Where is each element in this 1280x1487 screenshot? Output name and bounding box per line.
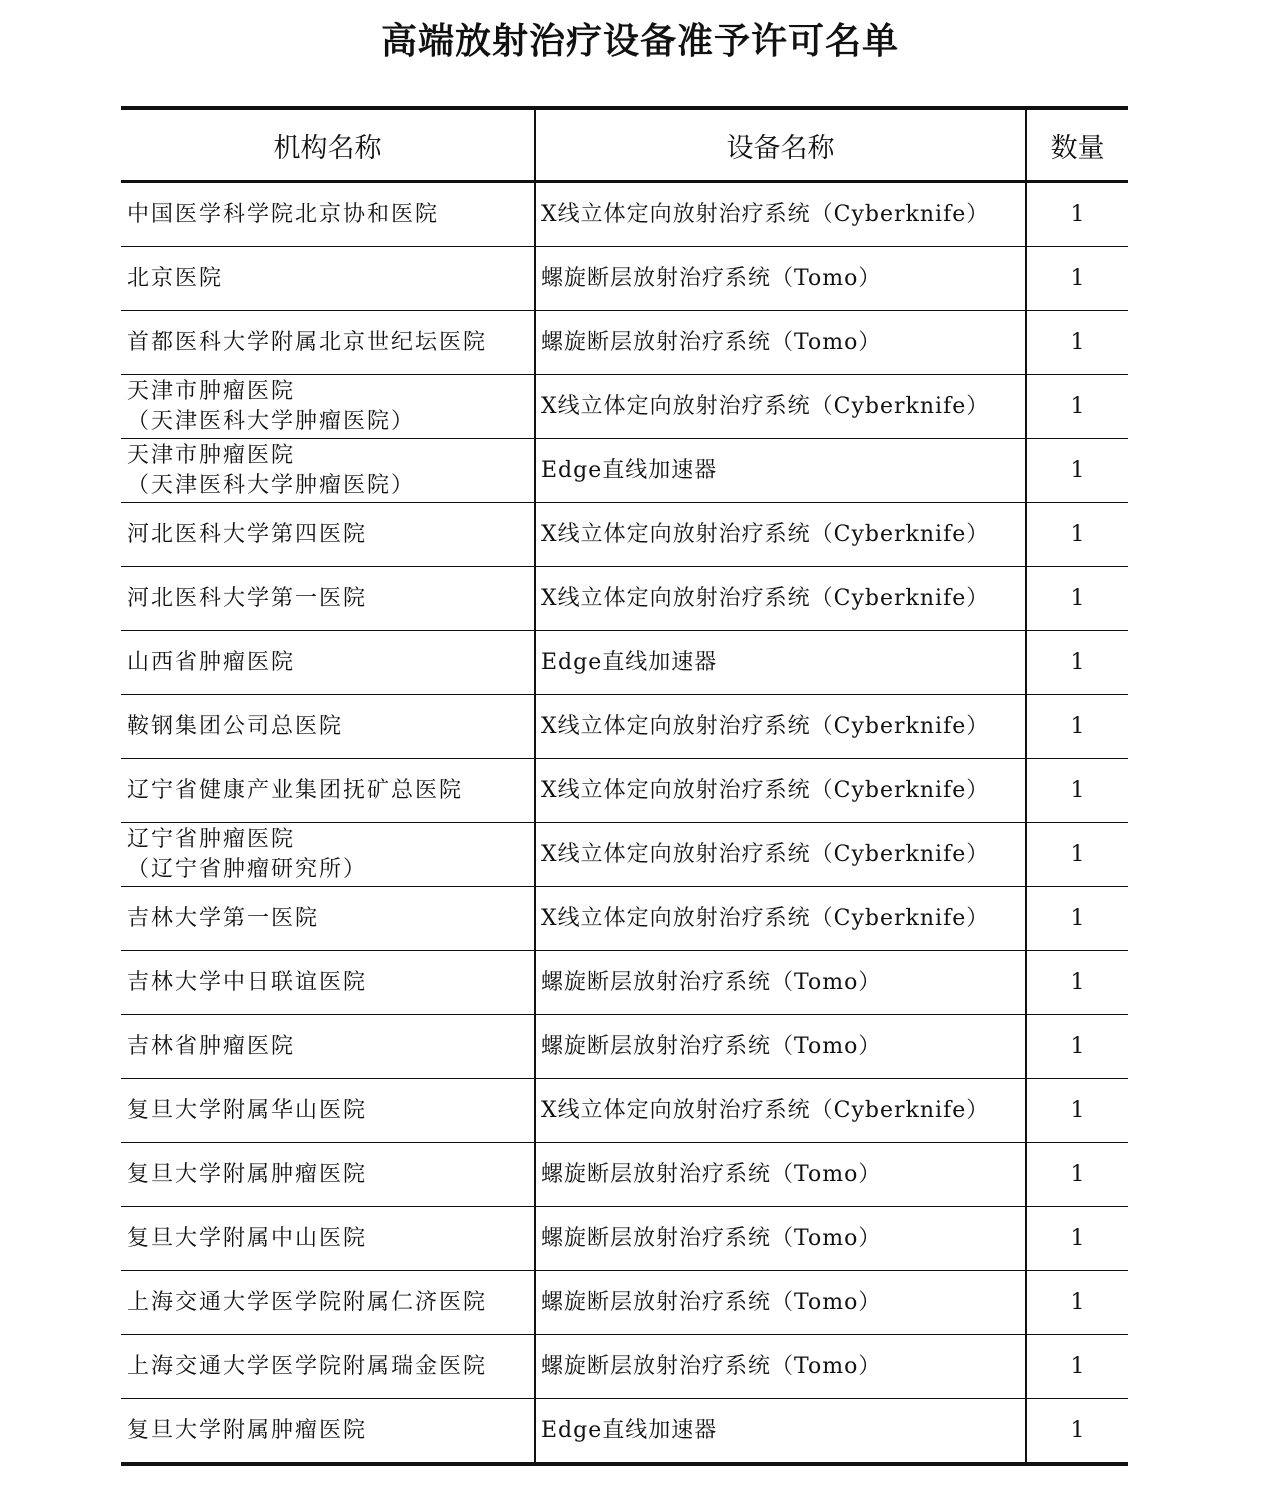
- device-cell: Edge直线加速器: [535, 1399, 1026, 1465]
- table-row: [121, 1079, 1128, 1143]
- institution-cell: [121, 1335, 535, 1399]
- column-header-quantity: 数量: [1026, 108, 1128, 182]
- license-table: [121, 106, 1128, 1466]
- institution-name-line: 吉林大学第一医院: [127, 905, 320, 931]
- table-row: [121, 759, 1128, 823]
- institution-cell: [121, 1079, 535, 1143]
- quantity-cell: 1: [1026, 695, 1128, 759]
- institution-name-line: 河北医科大学第四医院: [127, 521, 368, 547]
- institution-cell: [121, 1143, 535, 1207]
- device-cell: X线立体定向放射治疗系统（Cyberknife）: [535, 503, 1026, 567]
- table-row: [121, 1399, 1128, 1465]
- quantity-cell: 1: [1026, 247, 1128, 311]
- institution-cell: [121, 695, 535, 759]
- institution-cell: [121, 182, 535, 247]
- table-row: [121, 247, 1128, 311]
- device-cell: 螺旋断层放射治疗系统（Tomo）: [535, 311, 1026, 375]
- device-cell: 螺旋断层放射治疗系统（Tomo）: [535, 951, 1026, 1015]
- institution-cell: [121, 439, 535, 503]
- column-header-institution: 机构名称: [121, 108, 535, 182]
- device-cell: 螺旋断层放射治疗系统（Tomo）: [535, 1271, 1026, 1335]
- institution-name-line: 河北医科大学第一医院: [127, 585, 368, 611]
- table-row: [121, 439, 1128, 503]
- institution-name-line: 辽宁省健康产业集团抚矿总医院: [127, 777, 464, 803]
- quantity-cell: 1: [1026, 439, 1128, 503]
- institution-cell: [121, 311, 535, 375]
- device-cell: 螺旋断层放射治疗系统（Tomo）: [535, 1335, 1026, 1399]
- institution-cell: [121, 567, 535, 631]
- table-row: [121, 695, 1128, 759]
- device-cell: 螺旋断层放射治疗系统（Tomo）: [535, 1143, 1026, 1207]
- institution-cell: [121, 887, 535, 951]
- institution-cell: [121, 951, 535, 1015]
- institution-name-line: 复旦大学附属华山医院: [127, 1097, 368, 1123]
- quantity-cell: 1: [1026, 1079, 1128, 1143]
- quantity-cell: 1: [1026, 823, 1128, 887]
- institution-cell: [121, 1015, 535, 1079]
- table-row: [121, 503, 1128, 567]
- quantity-cell: 1: [1026, 182, 1128, 247]
- institution-cell: [121, 823, 535, 887]
- institution-name-line: 辽宁省肿瘤医院: [127, 826, 296, 852]
- table-row: [121, 567, 1128, 631]
- device-cell: Edge直线加速器: [535, 439, 1026, 503]
- institution-name-line: 上海交通大学医学院附属仁济医院: [127, 1289, 488, 1315]
- device-cell: X线立体定向放射治疗系统（Cyberknife）: [535, 823, 1026, 887]
- table-row: [121, 1143, 1128, 1207]
- table-row: [121, 823, 1128, 887]
- quantity-cell: 1: [1026, 503, 1128, 567]
- column-header-device: 设备名称: [535, 108, 1026, 182]
- device-cell: X线立体定向放射治疗系统（Cyberknife）: [535, 887, 1026, 951]
- quantity-cell: 1: [1026, 375, 1128, 439]
- institution-cell: [121, 1399, 535, 1465]
- institution-cell: [121, 247, 535, 311]
- institution-name-line: 吉林大学中日联谊医院: [127, 969, 368, 995]
- institution-name-line: 中国医学科学院北京协和医院: [127, 201, 440, 227]
- institution-name-line: 首都医科大学附属北京世纪坛医院: [127, 329, 488, 355]
- table-header-row: [121, 108, 1128, 182]
- page-title: 高端放射治疗设备准予许可名单: [380, 21, 899, 62]
- quantity-cell: 1: [1026, 631, 1128, 695]
- table-row: [121, 1207, 1128, 1271]
- quantity-cell: 1: [1026, 887, 1128, 951]
- institution-name-line: 吉林省肿瘤医院: [127, 1033, 296, 1059]
- table-row: [121, 1271, 1128, 1335]
- institution-cell: [121, 375, 535, 439]
- device-cell: X线立体定向放射治疗系统（Cyberknife）: [535, 695, 1026, 759]
- table-body: [121, 182, 1128, 1465]
- institution-name-line: （天津医科大学肿瘤医院）: [127, 472, 416, 498]
- quantity-cell: 1: [1026, 759, 1128, 823]
- table-row: [121, 887, 1128, 951]
- quantity-cell: 1: [1026, 1015, 1128, 1079]
- institution-name-line: （天津医科大学肿瘤医院）: [127, 408, 416, 434]
- institution-name-line: 天津市肿瘤医院: [127, 442, 296, 468]
- quantity-cell: 1: [1026, 951, 1128, 1015]
- institution-name-line: 山西省肿瘤医院: [127, 649, 296, 675]
- quantity-cell: 1: [1026, 1399, 1128, 1465]
- table-row: [121, 182, 1128, 247]
- institution-cell: [121, 503, 535, 567]
- device-cell: X线立体定向放射治疗系统（Cyberknife）: [535, 759, 1026, 823]
- institution-name-line: 鞍钢集团公司总医院: [127, 713, 344, 739]
- quantity-cell: 1: [1026, 1335, 1128, 1399]
- table-row: [121, 1015, 1128, 1079]
- quantity-cell: 1: [1026, 567, 1128, 631]
- table-row: [121, 311, 1128, 375]
- table-row: [121, 1335, 1128, 1399]
- institution-name-line: 上海交通大学医学院附属瑞金医院: [127, 1353, 488, 1379]
- quantity-cell: 1: [1026, 311, 1128, 375]
- quantity-cell: 1: [1026, 1271, 1128, 1335]
- device-cell: Edge直线加速器: [535, 631, 1026, 695]
- institution-cell: [121, 1207, 535, 1271]
- institution-cell: [121, 631, 535, 695]
- institution-name-line: （辽宁省肿瘤研究所）: [127, 856, 368, 882]
- device-cell: 螺旋断层放射治疗系统（Tomo）: [535, 1015, 1026, 1079]
- table-row: [121, 375, 1128, 439]
- device-cell: 螺旋断层放射治疗系统（Tomo）: [535, 1207, 1026, 1271]
- table-row: [121, 951, 1128, 1015]
- device-cell: X线立体定向放射治疗系统（Cyberknife）: [535, 1079, 1026, 1143]
- device-cell: X线立体定向放射治疗系统（Cyberknife）: [535, 375, 1026, 439]
- device-cell: X线立体定向放射治疗系统（Cyberknife）: [535, 567, 1026, 631]
- institution-cell: [121, 1271, 535, 1335]
- device-cell: 螺旋断层放射治疗系统（Tomo）: [535, 247, 1026, 311]
- institution-name-line: 复旦大学附属肿瘤医院: [127, 1417, 368, 1443]
- institution-name-line: 天津市肿瘤医院: [127, 378, 296, 404]
- quantity-cell: 1: [1026, 1207, 1128, 1271]
- quantity-cell: 1: [1026, 1143, 1128, 1207]
- institution-name-line: 复旦大学附属中山医院: [127, 1225, 368, 1251]
- device-cell: X线立体定向放射治疗系统（Cyberknife）: [535, 182, 1026, 247]
- table-row: [121, 631, 1128, 695]
- institution-cell: [121, 759, 535, 823]
- institution-name-line: 北京医院: [127, 265, 224, 291]
- institution-name-line: 复旦大学附属肿瘤医院: [127, 1161, 368, 1187]
